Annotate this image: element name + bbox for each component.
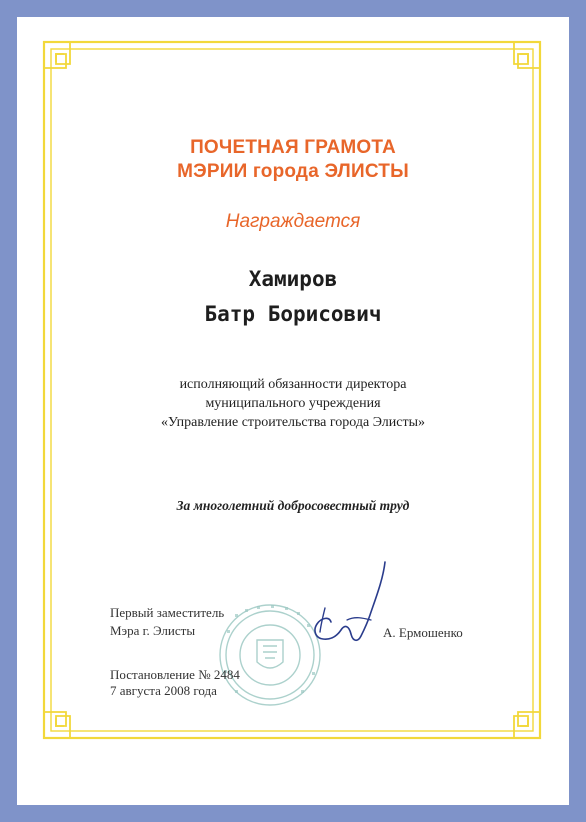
decree-date: 7 августа 2008 года xyxy=(110,683,217,698)
title-line-1: ПОЧЕТНАЯ ГРАМОТА xyxy=(190,137,396,158)
signer-title-line-2: Мэра г. Элисты xyxy=(110,623,196,638)
position-line-3: «Управление строительства города Элисты» xyxy=(161,415,425,430)
recipient-surname: Хамиров xyxy=(248,267,338,291)
award-reason: За многолетний добросовестный труд xyxy=(176,498,410,513)
title-line-2: МЭРИИ города ЭЛИСТЫ xyxy=(177,161,409,182)
position-line-1: исполняющий обязанности директора xyxy=(179,377,407,392)
signer-name: А. Ермошенко xyxy=(383,625,463,640)
recipient-given-names: Батр Борисович xyxy=(204,302,382,326)
position-line-2: муниципального учреждения xyxy=(205,396,381,411)
decree-number: Постановление № 2484 xyxy=(110,667,240,682)
awarded-heading: Награждается xyxy=(225,211,361,232)
signer-title-line-1: Первый заместитель xyxy=(110,605,225,620)
signature xyxy=(295,560,415,660)
